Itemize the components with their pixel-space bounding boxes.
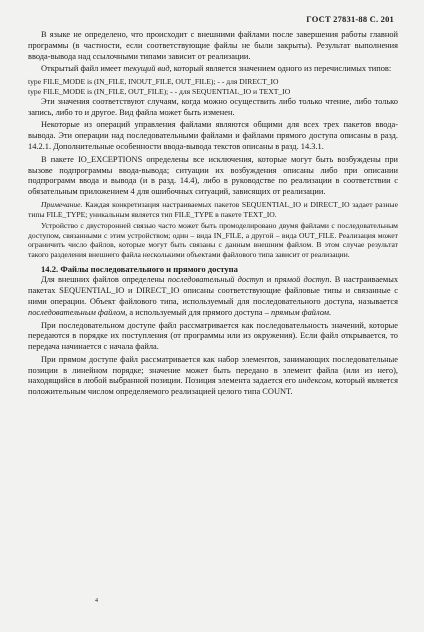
paragraph-2 — [28, 64, 398, 75]
term-direct-file: прямым файлом — [271, 307, 329, 317]
note-text: Каждая конкретизация настраиваемых пакетов SEQUENTIAL_IO и DIRECT_IO задает разные типы FILE_TYPE; уникальным является тип FILE_TYPE в пакете TEXT_IO. — [28, 199, 398, 219]
note-label: Примечание. — [41, 199, 83, 209]
paragraph-1: В языке не определено, что происходит с внешними файлами после завершения работы главной программы (в частности, если соответствующие файлы не были закрыты). Результат выполнения ввода-вывода над ссылочными типами зависит от реализации. — [28, 30, 398, 61]
term-index: индексом — [298, 376, 331, 386]
code-line-1: type FILE_MODE is (IN_FILE, INOUT_FILE, OUT_FILE); - - для DIRECT_IO — [28, 77, 279, 87]
paragraph-3: Эти значения соответствуют случаям, когда можно осуществить либо только чтение, либо только запись, либо то и другое. Вид файла может быть изменен. — [28, 96, 398, 117]
paragraph-2-tail: , который является значением одного из перечислимых типов: — [169, 64, 392, 74]
s1-part-e: . — [328, 307, 332, 317]
s1-part-c: . В настраиваемых пакетах SEQUENTIAL_IO и DIRECT_IO описаны соответствующие файловые типы и связанные с ними операции. Объект файлового типа, используемый для последовательного доступа, называется — [28, 275, 399, 306]
s1-part-a: Для внешних файлов определены — [41, 275, 168, 285]
section-paragraph-2: При последовательном доступе файл рассматривается как последовательность значений, которые передаются в порядке их поступления (от программы или из окружения). Если файл открывается, то передача начинается с начала файла. — [28, 320, 398, 352]
note-2: Устройство с двусторонней связью часто может быть промоделировано двумя файлами с последовательным доступом, связанными с этим устройством; один – вида IN_FILE, а другой – вида OUT_FILE. Реализация может ограничить число файлов, которые могут быть связаны с данным внешним файлом. В этом случае результат такого разделения внешнего файла несколькими объектами файлового типа зависит от реализации. — [28, 221, 398, 259]
s1-part-b: и — [263, 275, 275, 285]
section-heading: 14.2. Файлы последовательного и прямого доступа — [41, 263, 238, 274]
s3-part-a: При прямом доступе файл рассматривается как набор элементов, занимающих последовательные позиции в линейном порядке; значение может быть передано в элемент файла (или из него), находящийся в любой выбранной позиции. Позиция элемента задается его — [28, 354, 398, 386]
page-header: ГОСТ 27831-88 С. 201 — [306, 14, 394, 24]
term-sequential-file: последовательным файлом — [28, 307, 126, 317]
note-1 — [28, 200, 398, 219]
paragraph-4: Некоторые из операций управления файлами являются общими для всех трех пакетов ввода-вывода. Эти операции над последовательными файлами и файлами прямого доступа описаны в разд. 14.2.1. Дополнительные особенности ввода-вывода текстов описаны в разд. 14.3.1. — [28, 120, 398, 151]
term-sequential-access: последовательный доступ — [167, 275, 264, 285]
section-paragraph-3 — [28, 355, 398, 398]
paragraph-5: В пакете IO_EXCEPTIONS определены все исключения, которые могут быть возбуждены при вызове подпрограммы ввода-вывода; ситуации их возбуждения описаны либо при описании подпрограмм ввода и вывода (и в разд. 14.4), либо в руководстве по реализации в соответствии с обязательным приложением 4 для ошибочных ситуаций, зависящих от реализации. — [28, 154, 398, 197]
paragraph-2-lead: Открытый файл имеет — [41, 64, 124, 74]
page-mark: 4 — [95, 598, 98, 604]
s3-part-b: , который является положительным числом определяемого реализацией целого типа COUNT. — [28, 376, 398, 397]
code-line-2: type FILE_MODE is (IN_FILE, OUT_FILE); - - для SEQUENTIAL_IO и TEXT_IO — [28, 86, 291, 96]
term-direct-access: прямой доступ — [274, 275, 330, 285]
section-paragraph-1 — [28, 275, 398, 318]
term-current-mode: текущий вид — [123, 64, 170, 74]
s1-part-d: , а используемый для прямого доступа – — [125, 307, 272, 317]
document-body — [28, 30, 398, 398]
